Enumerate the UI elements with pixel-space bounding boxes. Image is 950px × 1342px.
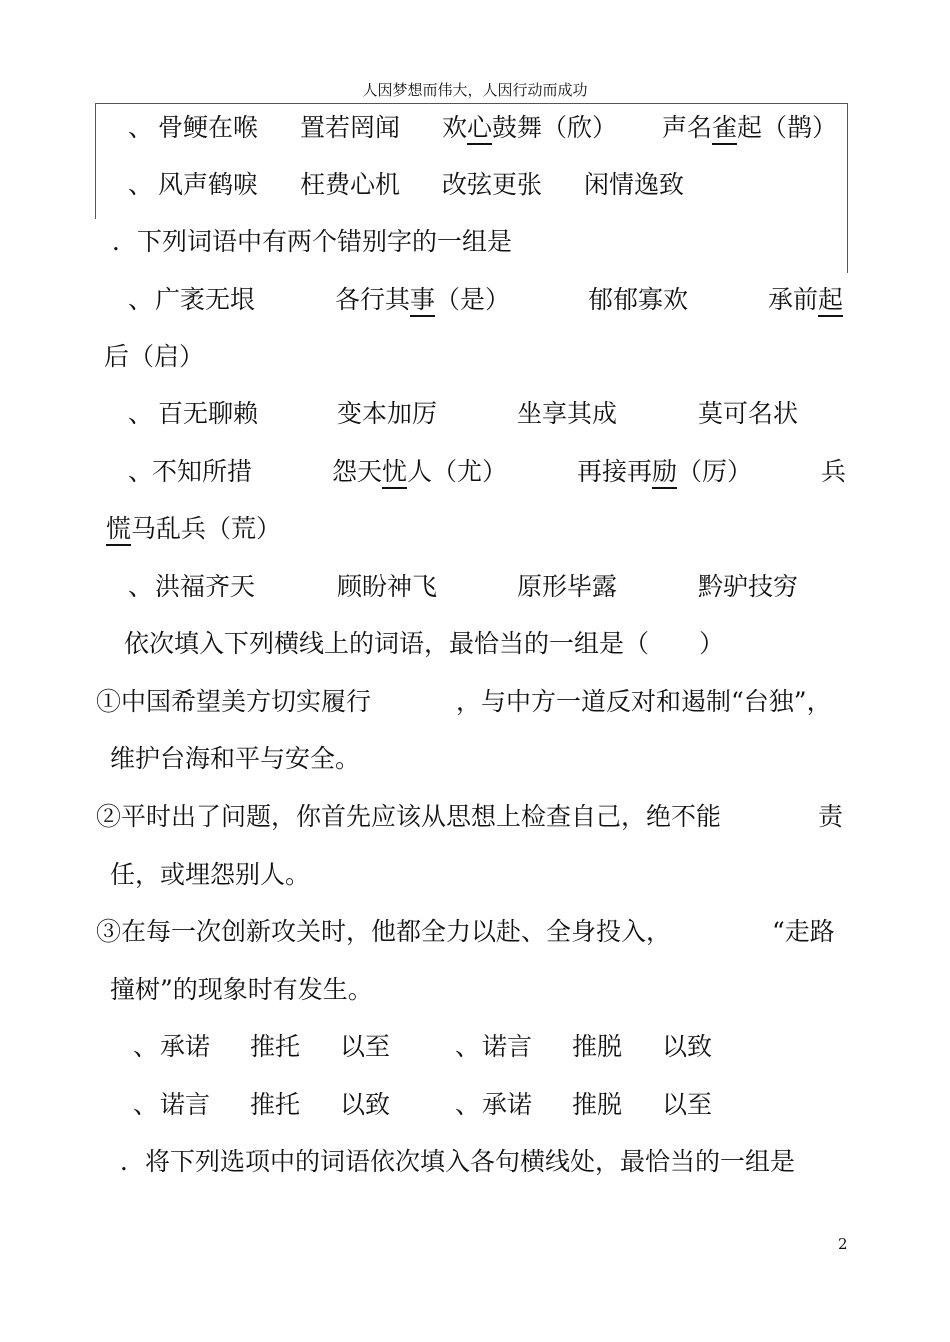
option-word-1: 承诺 [482,1090,533,1119]
option-word-1: 承诺 [160,1032,211,1061]
option-word-3: 以至 [340,1032,391,1061]
option-label: 、 [133,1032,159,1061]
word-1: 百无聊赖 [158,399,259,428]
word-3: 坐享其成 [517,399,618,428]
sentence-1-part-2: ，与中方一道反对和遏制“台独”， [456,687,832,716]
option-word-2: 推脱 [572,1032,623,1061]
sentence-3-part-3: 撞树”的现象时有发生。 [110,975,373,1004]
word-1: 风声鹤唳 [158,170,259,199]
question-stem: ．将下列选项中的词语依次填入各句横线处，最恰当的一组是 [120,1147,796,1176]
sentence-3-part-2: “走路 [772,917,835,946]
word-1: 广袤无垠 [155,285,256,314]
sentence-2-part-3: 任，或埋怨别人。 [110,860,311,889]
frame-top-border [95,103,848,104]
sentence-1-part-1: ①中国希望美方切实履行 [96,687,372,716]
sentence-2-part-1: ②平时出了问题，你首先应该从思想上检查自己，绝不能 [96,802,722,831]
word-1: 不知所措 [152,457,253,486]
option-label: 、 [128,399,154,428]
option-label: 、 [128,457,154,486]
word-2-pre: 怨天 [332,457,383,486]
word-4: 黔驴技穷 [698,572,799,601]
word-3-underlined: 心 [467,113,492,145]
word-3-underlined: 励 [652,457,677,489]
word-3 [442,111,617,145]
word-3-post: （厉） [677,457,753,486]
word-2: 变本加厉 [337,399,438,428]
word-4-continued [106,512,281,546]
sentence-1-part-3: 维护台海和平与安全。 [110,744,361,773]
word-4-pre: 声名 [662,113,713,142]
word-3 [577,455,752,489]
word-4 [662,111,837,145]
frame-left-border [95,103,96,219]
option-word-3: 以至 [662,1090,713,1119]
word-2 [335,283,510,317]
word-3-pre: 再接再 [577,457,653,486]
option-word-2: 推托 [250,1032,301,1061]
word-2 [332,455,507,489]
option-word-3: 以致 [340,1090,391,1119]
word-2-underlined: 忧 [382,457,407,489]
sentence-2-part-2: 责 [818,802,844,831]
option-label: 、 [128,170,154,199]
option-word-2: 推托 [250,1090,301,1119]
word-2-underlined: 事 [410,285,435,317]
word-4-post: 马乱兵（荒） [131,514,282,543]
option-word-3: 以致 [662,1032,713,1061]
option-label: 、 [133,1090,159,1119]
frame-right-border [847,103,848,273]
word-4-post: 起（鹊） [737,113,838,142]
word-4-continued: 后（启） [104,342,205,371]
word-4: 莫可名状 [698,399,799,428]
word-1: 洪福齐天 [155,572,256,601]
word-3: 郁郁寡欢 [588,285,689,314]
word-3-post: 鼓舞（欣） [492,113,618,142]
option-label: 、 [128,285,154,314]
word-2: 置若罔闻 [300,113,401,142]
word-4-underlined: 慌 [106,514,131,546]
word-4-underlined: 起 [818,285,843,317]
page-number: 2 [838,1235,848,1253]
word-3: 改弦更张 [442,170,543,199]
word-4-start: 兵 [821,457,847,486]
option-word-2: 推脱 [572,1090,623,1119]
option-label: 、 [455,1032,481,1061]
question-stem: 依次填入下列横线上的词语，最恰当的一组是（ ） [124,629,725,658]
word-2: 顾盼神飞 [337,572,438,601]
word-3: 原形毕露 [517,572,618,601]
option-label: 、 [128,572,154,601]
word-4-pre: 承前 [768,285,819,314]
word-2: 枉费心机 [300,170,401,199]
word-3-pre: 欢 [442,113,468,142]
sentence-3-part-1: ③在每一次创新攻关时，他都全力以赴、全身投入， [96,917,672,946]
option-label: 、 [455,1090,481,1119]
header-motto: 人因梦想而伟大，人因行动而成功 [362,81,588,99]
word-2-pre: 各行其 [335,285,411,314]
word-2-post: 人（尤） [407,457,508,486]
option-label: 、 [128,113,154,142]
word-4 [768,283,843,317]
word-4-underlined: 雀 [712,113,737,145]
word-2-post: （是） [435,285,511,314]
word-4: 闲情逸致 [584,170,685,199]
question-stem: ．下列词语中有两个错别字的一组是 [112,227,513,256]
option-word-1: 诺言 [160,1090,211,1119]
word-1: 骨鲠在喉 [158,113,259,142]
option-word-1: 诺言 [482,1032,533,1061]
